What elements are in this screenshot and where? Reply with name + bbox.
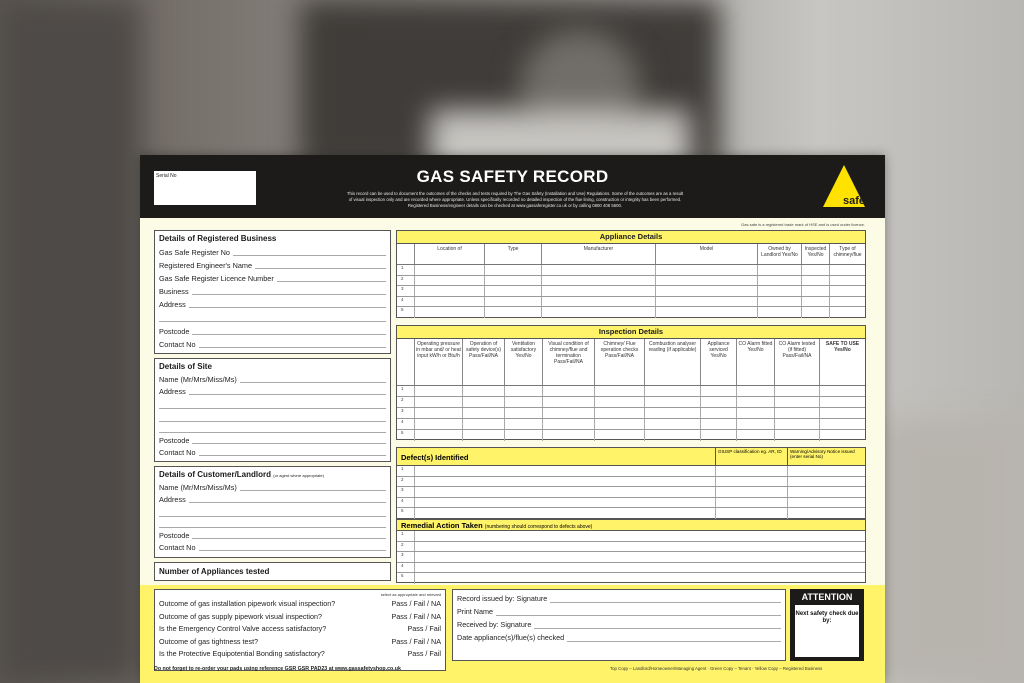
logo-text: safe: [842, 195, 865, 207]
remedial-title: Remedial Action Taken: [401, 521, 483, 530]
question-options[interactable]: Pass / Fail / NA: [391, 611, 441, 621]
question-text: Outcome of gas installation pipework visual inspection?: [159, 599, 336, 609]
column-header: [397, 339, 414, 385]
signature-panel: [452, 589, 786, 661]
site-details-title: Details of Site: [159, 362, 212, 371]
table-row[interactable]: [397, 477, 865, 488]
field-label: Date appliance(s)/flue(s) checked: [457, 633, 565, 642]
column-header: Location of: [414, 244, 484, 264]
copy-distribution-note: Top Copy – Landlord/Homeowner/Managing Agent · Green Copy – Tenant · Yellow Copy – Registered Business: [610, 666, 823, 671]
customer-details-panel: [154, 466, 391, 558]
row-number: 1: [401, 386, 404, 391]
business-field[interactable]: [155, 244, 390, 257]
header-line: This record can be used to document the outcomes of the checks and tests required by The Gas Safety (Installation and Use) Regulations. Some of the outcomes are as a result: [346, 191, 684, 196]
question-options[interactable]: Pass / Fail / NA: [391, 636, 441, 646]
field-label: Contact No: [159, 543, 196, 552]
blank-line: [159, 396, 386, 409]
site-contact-field[interactable]: [155, 445, 390, 457]
row-number: 4: [401, 419, 404, 424]
giusp-header: GIUSP classification eg. AR, ID: [715, 448, 787, 465]
column-header: Owned by Landlord Yes/No: [757, 244, 801, 264]
defects-header: [397, 448, 865, 466]
row-number: 2: [401, 275, 404, 281]
check-question[interactable]: [155, 610, 445, 623]
blank-line: [159, 309, 386, 322]
customer-contact-field[interactable]: [155, 540, 390, 552]
field-label: Record issued by: Signature: [457, 594, 548, 603]
customer-name-field[interactable]: [155, 480, 390, 492]
customer-title-text: Details of Customer/Landlord: [159, 470, 272, 479]
gas-safety-record-form: [140, 155, 885, 683]
field-label: Postcode: [159, 531, 190, 540]
business-field[interactable]: [155, 270, 390, 283]
table-row[interactable]: [397, 397, 865, 408]
installation-checks-panel: [154, 589, 446, 671]
customer-postcode-field[interactable]: [155, 528, 390, 540]
question-options[interactable]: Pass / Fail: [407, 624, 441, 634]
print-name-field[interactable]: [453, 603, 785, 616]
appliance-column-headers: [397, 244, 865, 265]
inspection-column-headers: [397, 339, 865, 386]
reorder-note: Do not forget to re-order your pads using reference GSR GSR PAD23 at www.gassafetyshop.co.uk: [154, 666, 401, 672]
row-number: 5: [401, 430, 404, 435]
customer-address-field[interactable]: [155, 492, 390, 504]
column-header: Inspected Yes/No: [801, 244, 829, 264]
checks-note: select as appropriate and relevant: [380, 592, 441, 597]
check-question[interactable]: [155, 597, 445, 610]
table-row[interactable]: [397, 542, 865, 553]
warning-notice-header: Warning/Advisory Notice issued (enter serial No): [787, 448, 865, 465]
business-contact-field[interactable]: [155, 336, 390, 349]
site-postcode-field[interactable]: [155, 433, 390, 445]
question-text: Is the Emergency Control Valve access satisfactory?: [159, 624, 327, 634]
table-row[interactable]: [397, 408, 865, 419]
remedial-note: (numbering should correspond to defects above): [484, 524, 593, 530]
question-text: Outcome of gas supply pipework visual inspection?: [159, 611, 323, 621]
column-header: Ventilation satisfactory Yes/No: [504, 339, 542, 385]
blank-line: [159, 422, 386, 433]
next-check-due[interactable]: Next safety check due by:: [795, 605, 859, 657]
table-row[interactable]: [397, 430, 865, 441]
table-row[interactable]: [397, 386, 865, 397]
table-row[interactable]: [397, 286, 865, 297]
inspection-details-title: Inspection Details: [397, 326, 865, 339]
column-header: Chimney/ Flue operation checks Pass/Fail/NA: [594, 339, 644, 385]
column-header: Operation of safety device(s) Pass/Fail/NA: [462, 339, 504, 385]
row-number: 3: [401, 408, 404, 413]
question-text: Outcome of gas tightness test?: [159, 636, 259, 646]
field-label: Postcode: [159, 436, 190, 445]
logo-small-text: REGISTER: [843, 208, 861, 212]
business-details-title: Details of Registered Business: [159, 234, 277, 243]
background-dark-left: [0, 0, 140, 683]
header-line: of visual inspection only and are recorded where appropriate. Unless specifically recorded no detailed inspection of the flue lining, construction or integrity has been performed.: [348, 197, 682, 202]
column-header: Appliance serviced Yes/No: [700, 339, 736, 385]
blank-line: [159, 504, 386, 517]
table-row[interactable]: [397, 531, 865, 542]
table-row[interactable]: [397, 508, 865, 519]
field-label: Postcode: [159, 327, 190, 336]
field-label: Print Name: [457, 607, 493, 616]
row-number: 3: [401, 552, 404, 557]
field-label: Address: [159, 495, 186, 504]
attention-title: ATTENTION: [801, 592, 853, 602]
appliance-details-title: Appliance Details: [397, 231, 865, 244]
question-text: Is the Protective Equipotential Bonding satisfactory?: [159, 649, 325, 659]
signature-field[interactable]: [453, 590, 785, 603]
business-field[interactable]: [155, 257, 390, 270]
column-header: Model: [655, 244, 757, 264]
column-header: Manufacturer: [541, 244, 655, 264]
form-title: GAS SAFETY RECORD: [416, 167, 609, 186]
received-signature-field[interactable]: [453, 616, 785, 629]
column-header: CO Alarm fitted Yes/No: [736, 339, 774, 385]
field-label: Name (Mr/Mrs/Miss/Ms): [159, 483, 237, 492]
defects-table: [396, 447, 866, 519]
column-header: Visual condition of chimney/flue and termination Pass/Fail/NA: [542, 339, 594, 385]
row-number: 1: [401, 531, 404, 536]
table-row[interactable]: [397, 573, 865, 584]
field-label: Business: [159, 287, 189, 296]
column-header: CO Alarm tested (if fitted) Pass/Fail/NA: [774, 339, 819, 385]
row-number: 2: [401, 541, 404, 547]
field-label: Contact No: [159, 340, 196, 349]
customer-details-title: [155, 467, 390, 480]
row-number: 4: [401, 296, 404, 302]
blank-line: [159, 517, 386, 528]
table-row[interactable]: [397, 297, 865, 308]
field-label: Address: [159, 300, 186, 309]
remedial-header: [397, 520, 865, 531]
table-row[interactable]: [397, 276, 865, 287]
attention-box: [790, 589, 864, 661]
field-label: Received by: Signature: [457, 620, 532, 629]
row-number: 3: [401, 286, 404, 291]
appliances-tested-panel[interactable]: [154, 562, 391, 581]
column-header: Type: [484, 244, 541, 264]
table-row[interactable]: [397, 552, 865, 563]
serial-label: Serial No: [156, 173, 177, 179]
check-question[interactable]: [155, 647, 445, 660]
row-number: 2: [401, 476, 404, 482]
column-header: [397, 244, 414, 264]
column-header: Combustion analyser reading (if applicable): [644, 339, 700, 385]
column-header: Operating pressure in mbar and/ or heat input kW/h or Btu/h: [414, 339, 462, 385]
table-row[interactable]: [397, 307, 865, 318]
table-row[interactable]: [397, 498, 865, 509]
row-number: 1: [401, 265, 404, 270]
remedial-action-table: [396, 519, 866, 583]
row-number: 5: [401, 573, 404, 578]
table-row[interactable]: [397, 419, 865, 430]
field-label: Gas Safe Register Licence Number: [159, 274, 274, 283]
table-row[interactable]: [397, 466, 865, 477]
table-row[interactable]: [397, 265, 865, 276]
date-checked-field[interactable]: [453, 629, 785, 642]
header-description: [300, 191, 730, 209]
background-wall-right: [880, 420, 1024, 683]
row-number: 5: [401, 508, 404, 513]
field-label: Contact No: [159, 448, 196, 457]
row-number: 5: [401, 307, 404, 312]
inspection-details-table: [396, 325, 866, 440]
site-name-field[interactable]: [155, 372, 390, 384]
business-field[interactable]: [155, 296, 390, 309]
row-number: 4: [401, 562, 404, 568]
header-line: Registered Business/engineer details can be checked at www.gassaferegister.co.uk or by calling 0800 408 5500.: [407, 203, 623, 208]
table-row[interactable]: [397, 487, 865, 498]
field-label: Name (Mr/Mrs/Miss/Ms): [159, 375, 237, 384]
question-options[interactable]: Pass / Fail / NA: [391, 599, 441, 609]
row-number: 4: [401, 497, 404, 503]
row-number: 3: [401, 487, 404, 492]
form-header: [140, 155, 885, 218]
appliance-details-table: [396, 230, 866, 318]
business-postcode-field[interactable]: [155, 322, 390, 336]
business-details-panel: [154, 230, 391, 354]
customer-subtitle: (or agent where appropriate): [273, 473, 324, 478]
trademark-note: Gas safe is a registered trade mark of HSE and is used under licence.: [741, 222, 865, 227]
site-address-field[interactable]: [155, 384, 390, 396]
site-details-panel: [154, 358, 391, 462]
check-question[interactable]: [155, 635, 445, 648]
field-label: Gas Safe Register No: [159, 248, 230, 257]
row-number: 2: [401, 397, 404, 402]
field-label: Address: [159, 387, 186, 396]
blank-line: [159, 409, 386, 422]
check-question[interactable]: [155, 622, 445, 635]
defects-title: Defect(s) Identified: [401, 453, 469, 462]
field-label: Registered Engineer's Name: [159, 261, 253, 270]
column-header: SAFE TO USE Yes/No: [819, 339, 865, 385]
business-field[interactable]: [155, 283, 390, 296]
table-row[interactable]: [397, 563, 865, 574]
column-header: Type of chimney/flue: [829, 244, 865, 264]
question-options[interactable]: Pass / Fail: [407, 649, 441, 659]
appliances-tested-label: Number of Appliances tested: [159, 567, 270, 576]
row-number: 1: [401, 466, 404, 471]
